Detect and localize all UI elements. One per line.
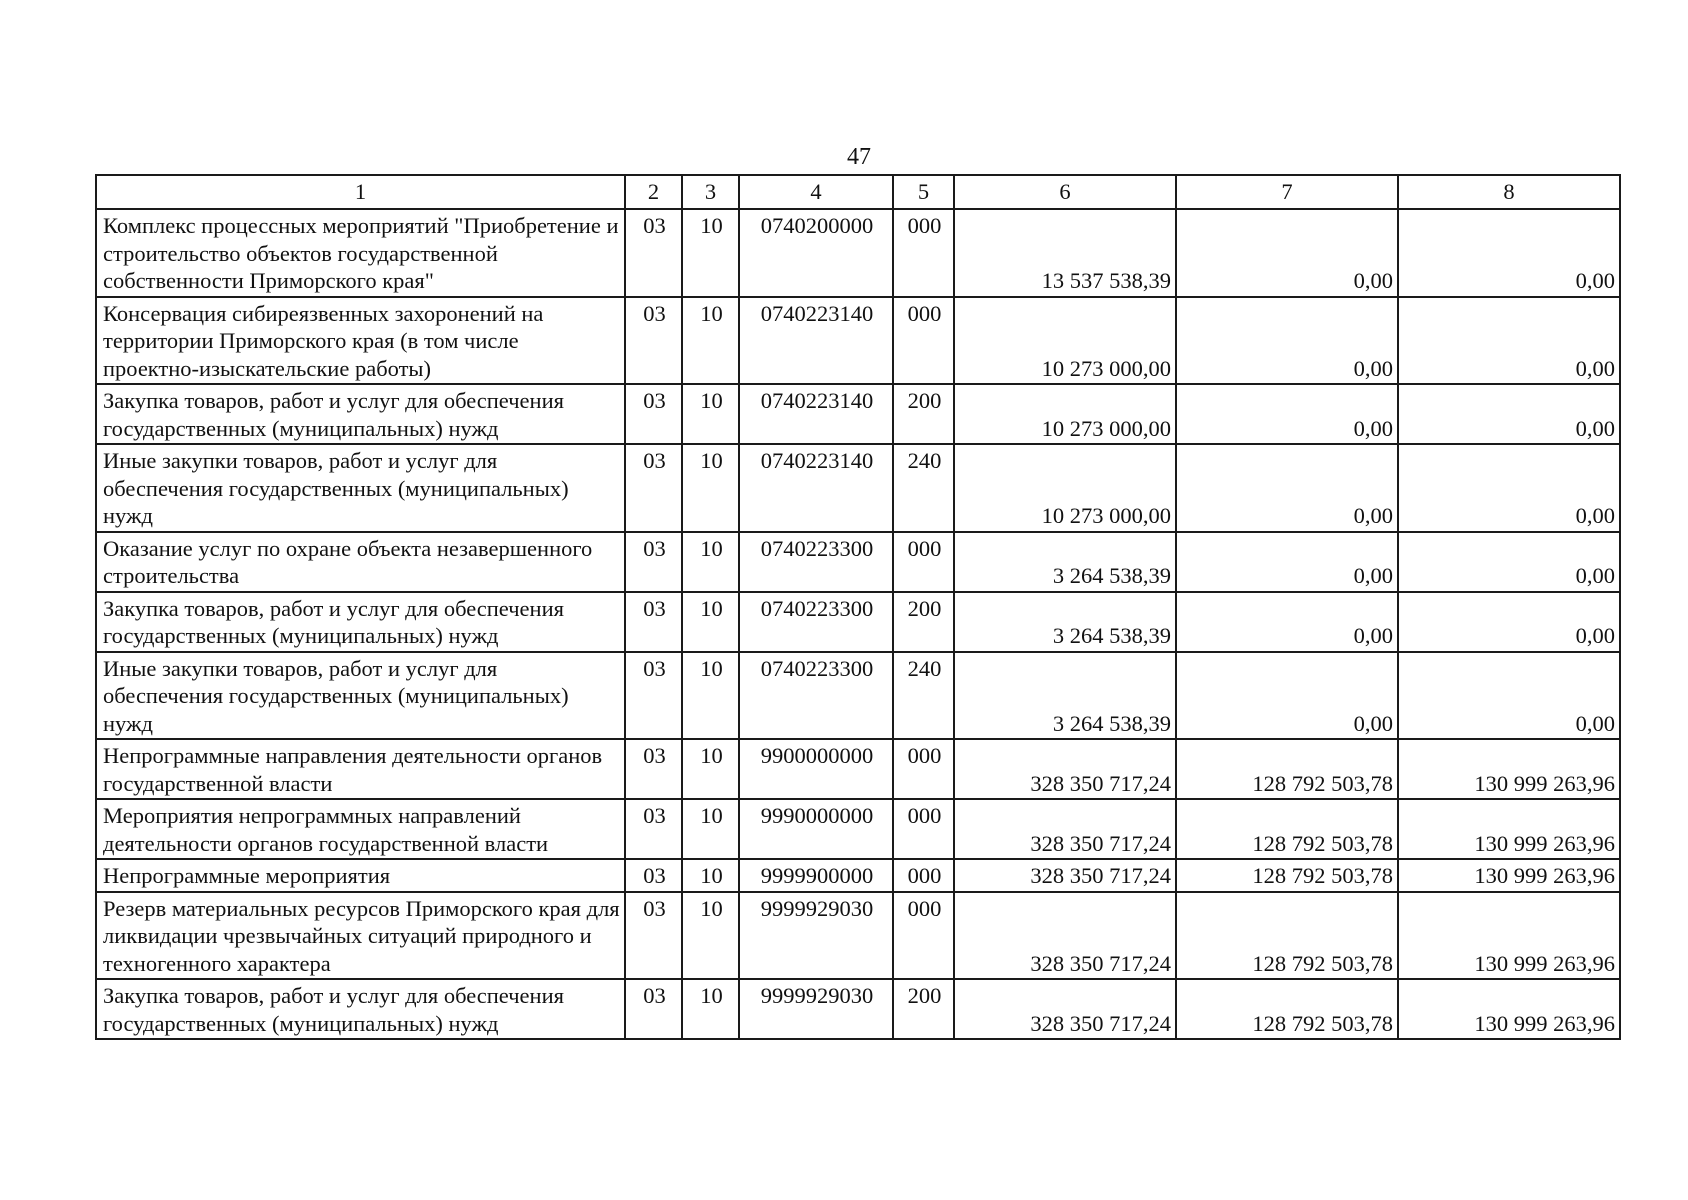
- amount-col-6: 328 350 717,24: [954, 739, 1176, 799]
- item-name: Консервация сибиреязвенных захоронений на территории Приморского края (в том числе проектно-изыскательские работы): [96, 297, 625, 385]
- amount-col-7: 0,00: [1176, 652, 1398, 740]
- table-row: [96, 532, 1620, 592]
- amount-col-7: 128 792 503,78: [1176, 979, 1398, 1039]
- item-name: Закупка товаров, работ и услуг для обеспечения государственных (муниципальных) нужд: [96, 979, 625, 1039]
- amount-col-6: 328 350 717,24: [954, 799, 1176, 859]
- table-row: [96, 859, 1620, 892]
- amount-col-6: 3 264 538,39: [954, 652, 1176, 740]
- amount-col-8: 0,00: [1398, 444, 1620, 532]
- expense-type-code: 200: [893, 384, 954, 444]
- expense-type-code: 000: [893, 892, 954, 980]
- column-header: 4: [739, 175, 893, 209]
- section-code: 03: [625, 859, 682, 892]
- section-code: 03: [625, 297, 682, 385]
- amount-col-8: 0,00: [1398, 592, 1620, 652]
- subsection-code: 10: [682, 892, 739, 980]
- amount-col-8: 130 999 263,96: [1398, 799, 1620, 859]
- target-article-code: 9999900000: [739, 859, 893, 892]
- expense-type-code: 000: [893, 297, 954, 385]
- page-number: 47: [847, 144, 871, 170]
- item-name: Мероприятия непрограммных направлений деятельности органов государственной власти: [96, 799, 625, 859]
- item-name: Оказание услуг по охране объекта незавершенного строительства: [96, 532, 625, 592]
- target-article-code: 0740223300: [739, 592, 893, 652]
- amount-col-7: 0,00: [1176, 209, 1398, 297]
- section-code: 03: [625, 892, 682, 980]
- amount-col-6: 328 350 717,24: [954, 892, 1176, 980]
- amount-col-6: 328 350 717,24: [954, 979, 1176, 1039]
- table-row: [96, 444, 1620, 532]
- item-name: Иные закупки товаров, работ и услуг для обеспечения государственных (муниципальных) нужд: [96, 444, 625, 532]
- amount-col-6: 328 350 717,24: [954, 859, 1176, 892]
- amount-col-8: 0,00: [1398, 384, 1620, 444]
- amount-col-8: 130 999 263,96: [1398, 979, 1620, 1039]
- target-article-code: 0740223300: [739, 652, 893, 740]
- item-name: Непрограммные направления деятельности органов государственной власти: [96, 739, 625, 799]
- section-code: 03: [625, 532, 682, 592]
- section-code: 03: [625, 739, 682, 799]
- amount-col-7: 0,00: [1176, 532, 1398, 592]
- table-row: [96, 592, 1620, 652]
- column-header: 6: [954, 175, 1176, 209]
- amount-col-8: 0,00: [1398, 209, 1620, 297]
- amount-col-7: 128 792 503,78: [1176, 859, 1398, 892]
- subsection-code: 10: [682, 532, 739, 592]
- section-code: 03: [625, 384, 682, 444]
- amount-col-7: 0,00: [1176, 444, 1398, 532]
- expense-type-code: 240: [893, 652, 954, 740]
- expense-type-code: 200: [893, 592, 954, 652]
- subsection-code: 10: [682, 859, 739, 892]
- amount-col-8: 130 999 263,96: [1398, 892, 1620, 980]
- table-row: [96, 209, 1620, 297]
- target-article-code: 0740223140: [739, 444, 893, 532]
- column-header: 1: [96, 175, 625, 209]
- header-row: [96, 175, 1620, 209]
- amount-col-6: 3 264 538,39: [954, 532, 1176, 592]
- expense-type-code: 200: [893, 979, 954, 1039]
- target-article-code: 0740223300: [739, 532, 893, 592]
- table-body: [96, 209, 1620, 1039]
- column-header: 8: [1398, 175, 1620, 209]
- expense-type-code: 000: [893, 799, 954, 859]
- amount-col-8: 130 999 263,96: [1398, 739, 1620, 799]
- amount-col-7: 0,00: [1176, 384, 1398, 444]
- item-name: Иные закупки товаров, работ и услуг для обеспечения государственных (муниципальных) нужд: [96, 652, 625, 740]
- item-name: Резерв материальных ресурсов Приморского края для ликвидации чрезвычайных ситуаций природного и техногенного характера: [96, 892, 625, 980]
- item-name: Комплекс процессных мероприятий "Приобретение и строительство объектов государственной собственности Приморского края": [96, 209, 625, 297]
- target-article-code: 9990000000: [739, 799, 893, 859]
- subsection-code: 10: [682, 799, 739, 859]
- target-article-code: 0740200000: [739, 209, 893, 297]
- section-code: 03: [625, 979, 682, 1039]
- amount-col-7: 0,00: [1176, 592, 1398, 652]
- amount-col-8: 0,00: [1398, 297, 1620, 385]
- amount-col-8: 0,00: [1398, 652, 1620, 740]
- amount-col-7: 128 792 503,78: [1176, 739, 1398, 799]
- target-article-code: 0740223140: [739, 384, 893, 444]
- column-header: 5: [893, 175, 954, 209]
- subsection-code: 10: [682, 592, 739, 652]
- table-row: [96, 892, 1620, 980]
- subsection-code: 10: [682, 444, 739, 532]
- section-code: 03: [625, 444, 682, 532]
- table-row: [96, 979, 1620, 1039]
- amount-col-6: 13 537 538,39: [954, 209, 1176, 297]
- amount-col-6: 10 273 000,00: [954, 297, 1176, 385]
- section-code: 03: [625, 652, 682, 740]
- amount-col-7: 128 792 503,78: [1176, 892, 1398, 980]
- target-article-code: 9900000000: [739, 739, 893, 799]
- target-article-code: 9999929030: [739, 892, 893, 980]
- table-row: [96, 297, 1620, 385]
- expense-type-code: 000: [893, 532, 954, 592]
- subsection-code: 10: [682, 297, 739, 385]
- target-article-code: 9999929030: [739, 979, 893, 1039]
- amount-col-6: 10 273 000,00: [954, 444, 1176, 532]
- expense-type-code: 000: [893, 859, 954, 892]
- section-code: 03: [625, 209, 682, 297]
- item-name: Закупка товаров, работ и услуг для обеспечения государственных (муниципальных) нужд: [96, 384, 625, 444]
- subsection-code: 10: [682, 384, 739, 444]
- amount-col-7: 0,00: [1176, 297, 1398, 385]
- table-row: [96, 739, 1620, 799]
- section-code: 03: [625, 592, 682, 652]
- item-name: Непрограммные мероприятия: [96, 859, 625, 892]
- expense-type-code: 240: [893, 444, 954, 532]
- table-row: [96, 652, 1620, 740]
- target-article-code: 0740223140: [739, 297, 893, 385]
- expense-type-code: 000: [893, 739, 954, 799]
- column-header: 7: [1176, 175, 1398, 209]
- column-header: 2: [625, 175, 682, 209]
- amount-col-6: 3 264 538,39: [954, 592, 1176, 652]
- subsection-code: 10: [682, 652, 739, 740]
- subsection-code: 10: [682, 209, 739, 297]
- item-name: Закупка товаров, работ и услуг для обеспечения государственных (муниципальных) нужд: [96, 592, 625, 652]
- table-row: [96, 384, 1620, 444]
- amount-col-8: 0,00: [1398, 532, 1620, 592]
- subsection-code: 10: [682, 739, 739, 799]
- budget-table: [95, 174, 1621, 1040]
- expense-type-code: 000: [893, 209, 954, 297]
- section-code: 03: [625, 799, 682, 859]
- amount-col-8: 130 999 263,96: [1398, 859, 1620, 892]
- subsection-code: 10: [682, 979, 739, 1039]
- table-row: [96, 799, 1620, 859]
- amount-col-7: 128 792 503,78: [1176, 799, 1398, 859]
- column-header: 3: [682, 175, 739, 209]
- amount-col-6: 10 273 000,00: [954, 384, 1176, 444]
